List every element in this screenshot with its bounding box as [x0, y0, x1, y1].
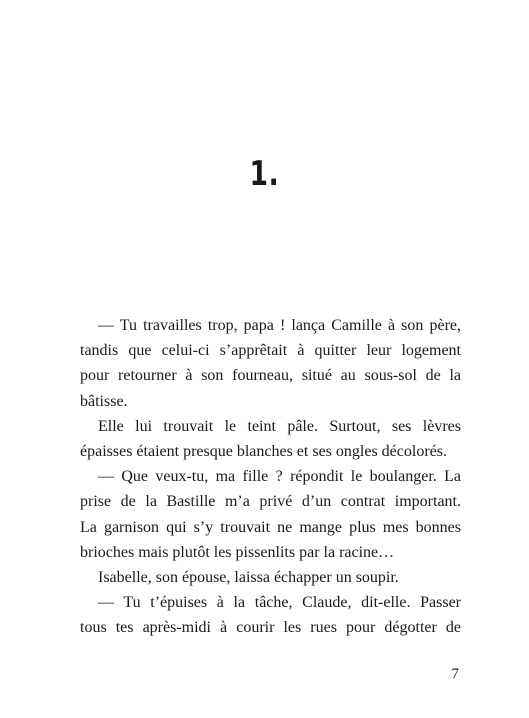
body-text	[80, 313, 461, 640]
chapter-number: 1.	[249, 154, 280, 194]
text-line: Elle lui trouvait le teint pâle. Surtout, ses lèvres	[98, 417, 461, 435]
text-line: bâtisse.	[80, 392, 128, 410]
text-line: épaisses étaient presque blanches et ses ongles décolorés.	[80, 442, 447, 460]
text-line: brioches mais plutôt les pissenlits par la racine…	[80, 543, 395, 561]
text-line: — Tu t’épuises à la tâche, Claude, dit-elle. Passer	[98, 594, 461, 612]
text-line: prise de la Bastille m’a privé d’un contrat important.	[80, 493, 461, 511]
page-number: 7	[451, 666, 459, 682]
text-line: tandis que celui-ci s’apprêtait à quitter leur logement	[80, 342, 461, 360]
text-line: pour retourner à son fourneau, situé au sous-sol de la	[80, 367, 461, 385]
text-line: Isabelle, son épouse, laissa échapper un soupir.	[98, 568, 399, 586]
text-line: — Que veux-tu, ma fille ? répondit le boulanger. La	[98, 468, 461, 486]
text-line: — Tu travailles trop, papa ! lança Camille à son père,	[98, 317, 461, 334]
text-line: tous tes après-midi à courir les rues pour dégotter de	[80, 619, 461, 637]
text-line: La garnison qui s’y trouvait ne mange plus mes bonnes	[80, 518, 461, 536]
